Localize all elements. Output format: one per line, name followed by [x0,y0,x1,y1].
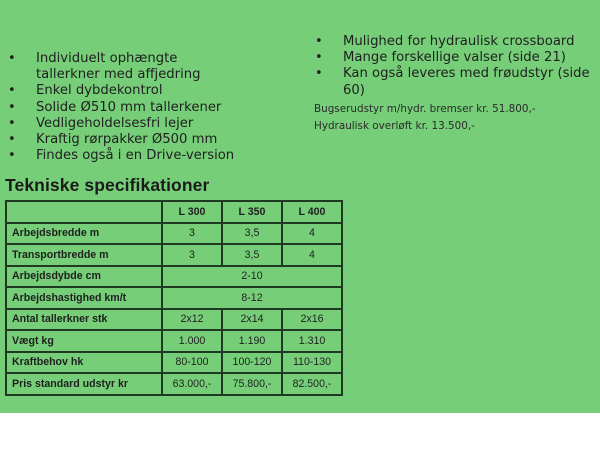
table-row [6,266,342,288]
feature-item [2,116,302,132]
feature-text: Solide Ø510 mm tallerkener [36,99,222,115]
row-label: Pris standard udstyr kr [6,373,162,395]
table-cell: 3 [162,223,222,245]
bullet-icon: • [315,50,323,66]
feature-text: Individuelt ophængte [36,51,178,66]
row-label: Vægt kg [6,330,162,352]
table-cell: 3,5 [222,244,282,266]
bullet-icon: • [315,34,323,49]
bullet-icon: • [8,115,16,131]
table-row [6,352,342,374]
table-cell: 1.190 [222,330,282,352]
spec-table [5,200,343,396]
table-row [6,244,342,266]
table-cell: 4 [282,223,342,245]
column-header: L 350 [222,201,282,223]
price-line-hydraulic-lift: Hydraulisk overløft kr. 13.500,- [314,120,475,132]
row-label: Transportbredde m [6,244,162,266]
feature-item [2,132,302,148]
column-header: L 400 [282,201,342,223]
price-line-towing: Bugserudstyr m/hydr. bremser kr. 51.800,- [314,103,536,115]
table-cell: 1.000 [162,330,222,352]
table-cell: 4 [282,244,342,266]
table-cell: 63.000,- [162,373,222,395]
feature-list-right [309,34,599,99]
table-cell: 100-120 [222,352,282,374]
row-label: Antal tallerkner stk [6,309,162,331]
table-row [6,309,342,331]
bullet-icon: • [8,148,16,164]
accessory-prices [314,101,536,135]
feature-item [2,148,302,164]
table-cell: 2x16 [282,309,342,331]
feature-item [2,51,302,67]
table-row [6,223,342,245]
section-title: Tekniske specifikationer [5,175,210,195]
bullet-icon: • [8,99,16,115]
table-cell: 3 [162,244,222,266]
feature-text: Findes også i en Drive-version [36,148,235,164]
table-cell: 2x14 [222,309,282,331]
table-cell: 75.800,- [222,373,282,395]
merged-cell: 2-10 [162,266,342,288]
table-row [6,287,342,309]
table-row [6,330,342,352]
table-row [6,373,342,395]
table-cell: 82.500,- [282,373,342,395]
feature-text: Mange forskellige valser (side 21) [343,50,566,66]
feature-text: Vedligeholdelsesfri lejer [36,115,194,131]
feature-item [2,100,302,116]
column-header: L 300 [162,201,222,223]
feature-text: tallerkner med affjedring [36,67,201,83]
feature-text: Kraftig rørpakker Ø500 mm [36,132,218,148]
feature-text: Enkel dybdekontrol [36,83,163,99]
feature-text: Mulighed for hydraulisk crossboard [343,34,575,49]
row-label: Kraftbehov hk [6,352,162,374]
bullet-icon: • [8,51,16,66]
feature-list-left [2,51,302,164]
table-corner-cell [6,201,162,223]
row-label: Arbejdsdybde cm [6,266,162,288]
row-label: Arbejdshastighed km/t [6,287,162,309]
bullet-icon: • [315,66,323,82]
table-cell: 2x12 [162,309,222,331]
feature-item [309,50,599,66]
bullet-icon: • [8,132,16,148]
bullet-icon: • [8,83,16,99]
feature-text: Kan også leveres med frøudstyr (side 60) [343,66,590,98]
table-cell: 110-130 [282,352,342,374]
feature-item-continuation [2,67,302,83]
feature-item [2,83,302,99]
feature-item [309,66,599,98]
table-cell: 80-100 [162,352,222,374]
table-cell: 3,5 [222,223,282,245]
row-label: Arbejdsbredde m [6,223,162,245]
feature-item [309,34,599,50]
table-header-row [6,201,342,223]
merged-cell: 8-12 [162,287,342,309]
table-cell: 1.310 [282,330,342,352]
